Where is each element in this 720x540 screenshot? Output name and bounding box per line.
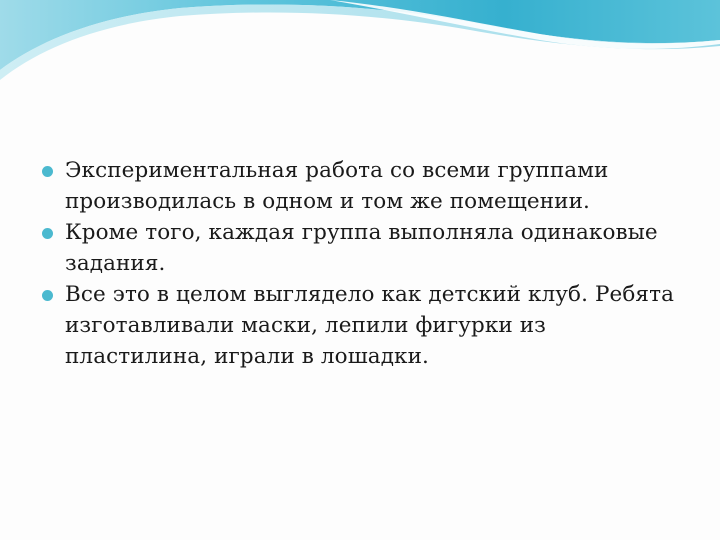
bullet-item xyxy=(40,155,690,217)
bullet-text: Экспериментальная работа со всеми группами производилась в одном и том же помещении. xyxy=(65,158,609,214)
bullet-list xyxy=(40,155,690,372)
bullet-item xyxy=(40,279,690,372)
slide-content xyxy=(40,155,690,372)
header-wave-decoration xyxy=(0,0,720,90)
bullet-text: Кроме того, каждая группа выполняла одинаковые задания. xyxy=(65,220,658,276)
bullet-text: Все это в целом выглядело как детский клуб. Ребята изготавливали маски, лепили фигурки из пластилина, играли в лошадки. xyxy=(65,282,674,369)
bullet-dot-icon xyxy=(42,228,53,239)
bullet-dot-icon xyxy=(42,290,53,301)
bullet-item xyxy=(40,217,690,279)
bullet-dot-icon xyxy=(42,166,53,177)
